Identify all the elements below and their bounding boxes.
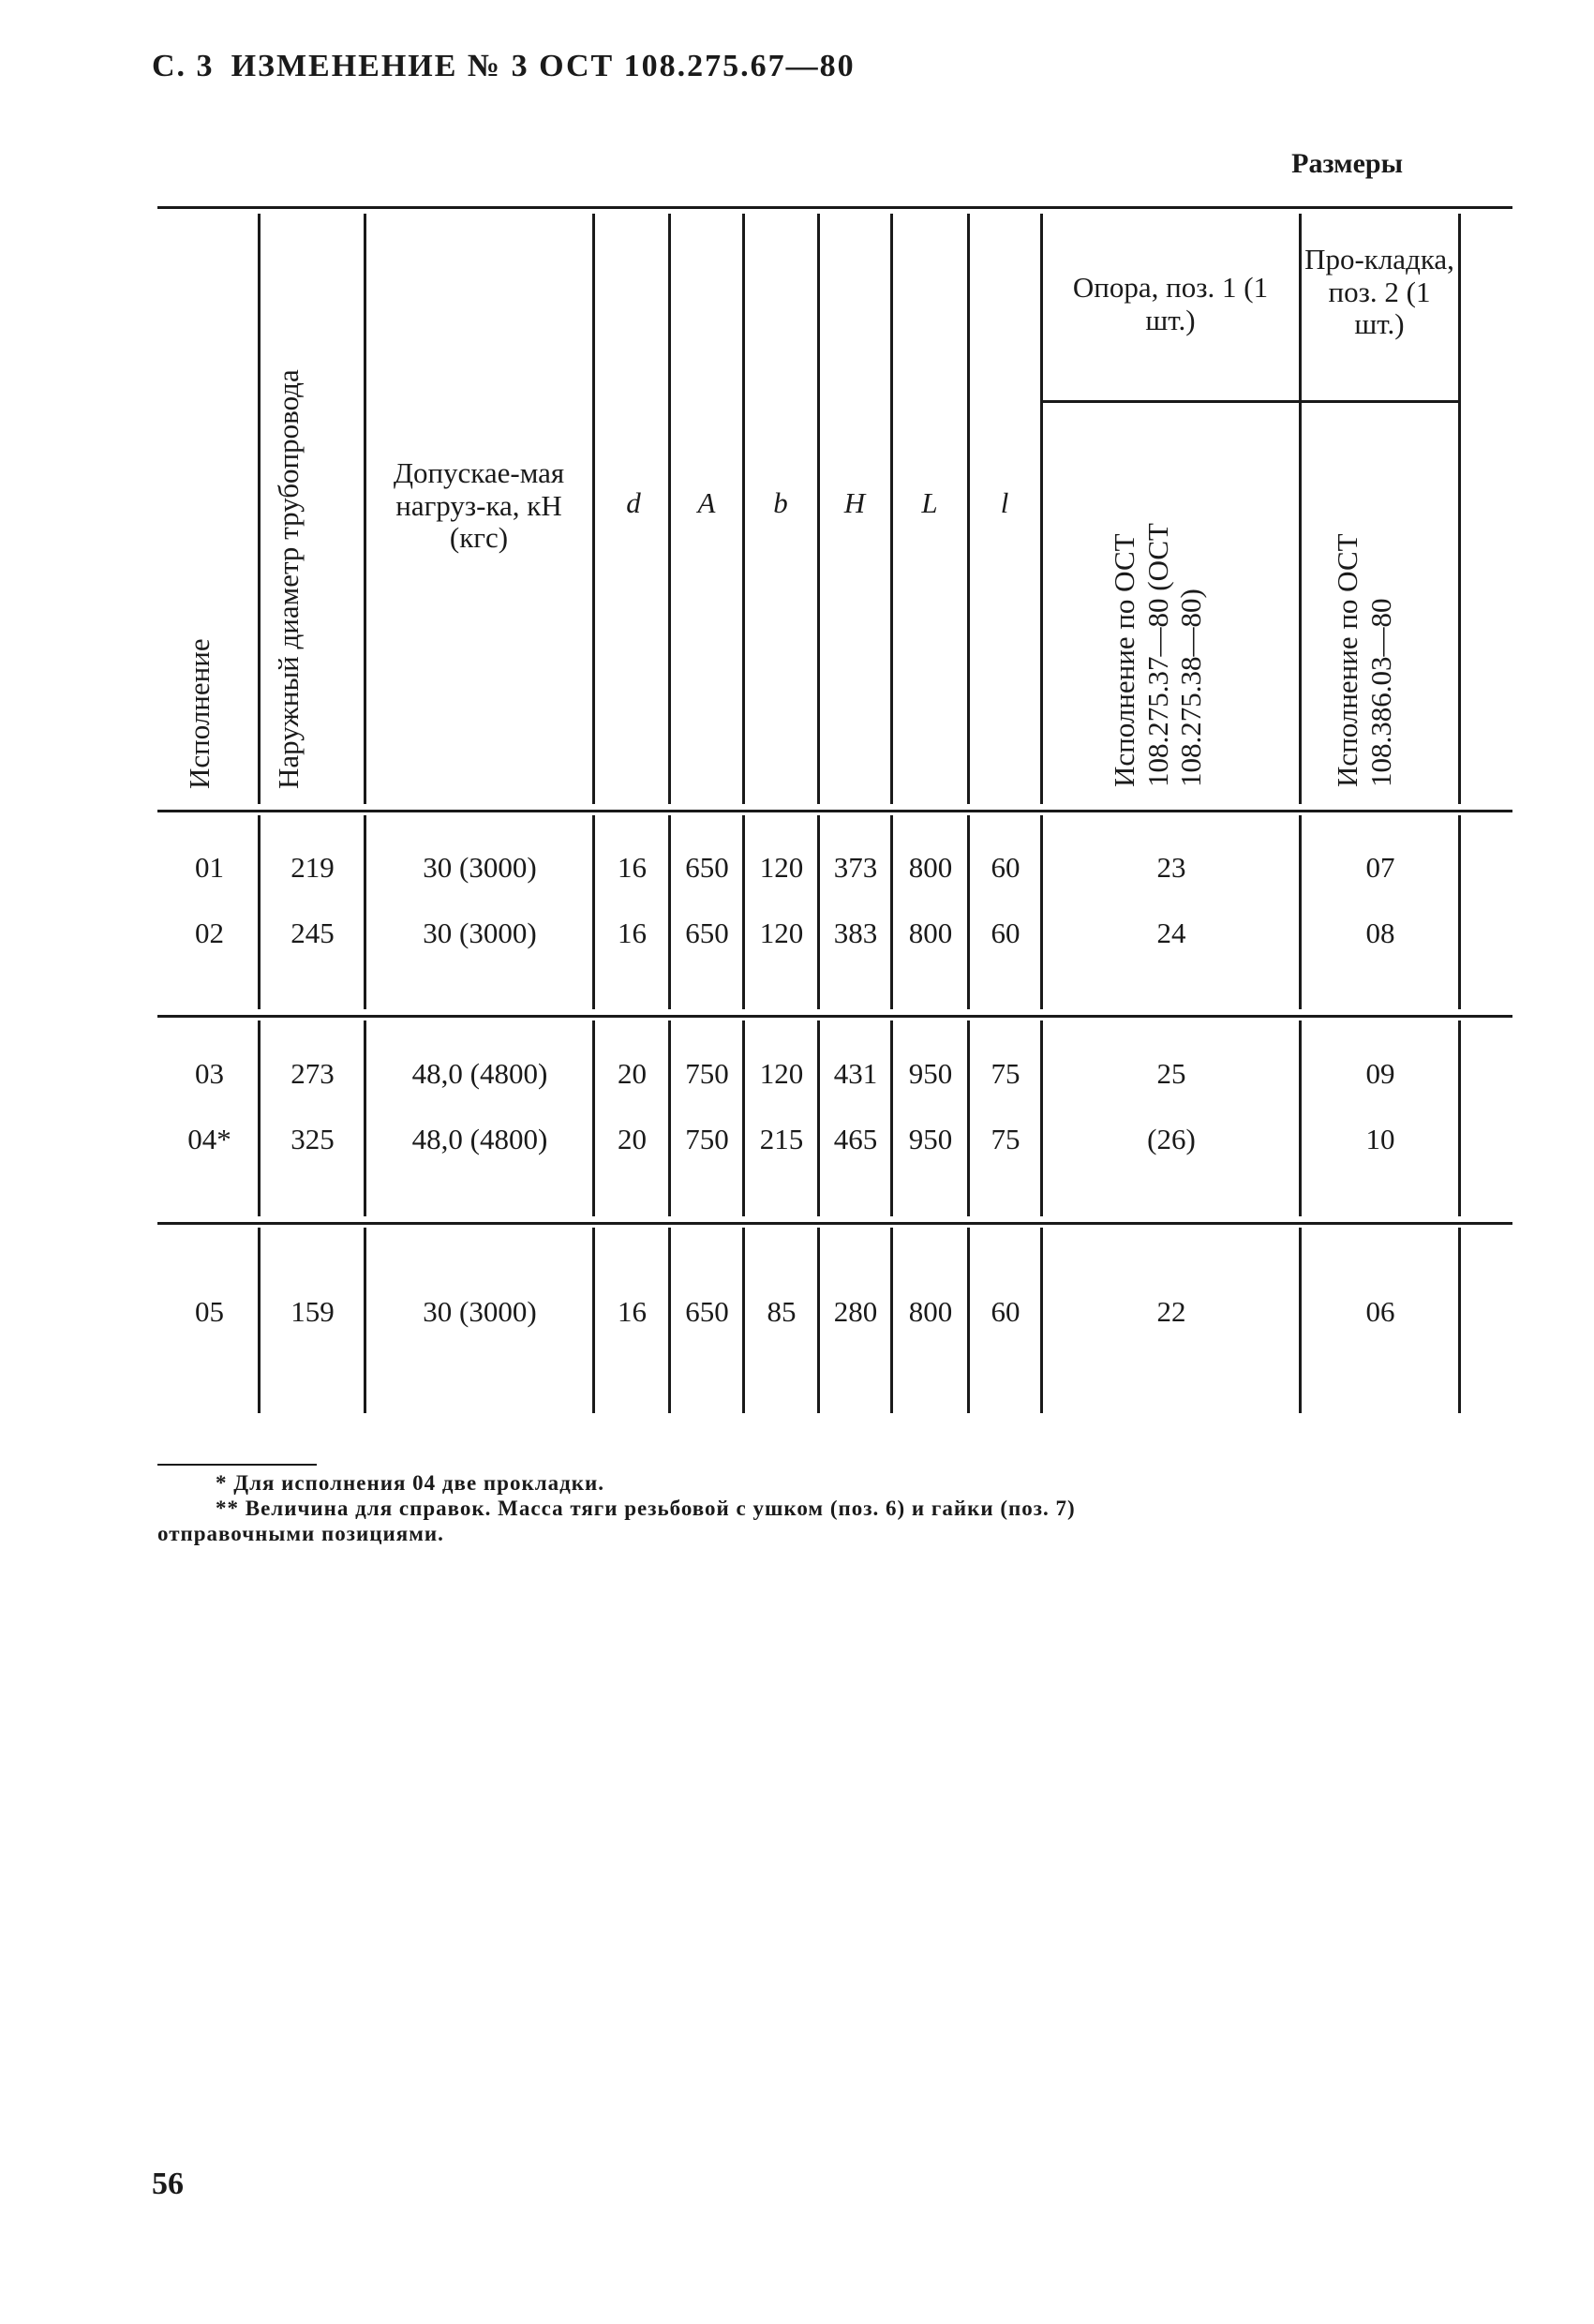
footnote-1: * Для исполнения 04 две прокладки. [216, 1471, 604, 1495]
col-divider [890, 1020, 893, 1216]
header-A: A [697, 486, 716, 519]
col-divider [817, 815, 820, 1009]
col-divider [742, 214, 745, 804]
table-cell-load: 30 (3000) [423, 851, 537, 884]
table-cell-prokladka: 10 [1365, 1123, 1395, 1155]
col-divider [742, 1228, 745, 1413]
header-ispolnenie: Исполнение [183, 638, 216, 789]
table-cell-H: 465 [833, 1123, 878, 1155]
col-divider [1040, 815, 1043, 1009]
col-divider [1458, 1228, 1461, 1413]
header-diameter: Наружный диаметр трубопровода [272, 369, 305, 789]
table-cell-load: 48,0 (4800) [411, 1057, 548, 1090]
table-cell-opora: 22 [1156, 1295, 1186, 1328]
group-rule-1 [157, 1015, 1512, 1018]
page-prefix: С. 3 [152, 49, 215, 83]
table-cell-load: 30 (3000) [423, 916, 537, 949]
col-divider [258, 214, 261, 804]
col-divider [258, 815, 261, 1009]
table-cell-dn: 159 [290, 1295, 335, 1328]
table-cell-L: 950 [908, 1123, 953, 1155]
col-divider [668, 1228, 671, 1413]
header-prokladka-sub: Исполнение по ОСТ 108.386.03—80 [1331, 533, 1397, 787]
table-cell-opora: 23 [1156, 851, 1186, 884]
col-divider [592, 1020, 595, 1216]
col-divider [1040, 1228, 1043, 1413]
table-cell-l: 75 [991, 1057, 1020, 1090]
col-divider [1458, 214, 1461, 804]
col-divider [364, 214, 366, 804]
table-cell-dn: 245 [290, 916, 335, 949]
col-divider [1458, 1020, 1461, 1216]
table-cell-H: 431 [833, 1057, 878, 1090]
table-cell-b: 215 [759, 1123, 804, 1155]
table-cell-d: 20 [618, 1123, 647, 1155]
table-cell-prokladka: 07 [1365, 851, 1395, 884]
col-divider [592, 1228, 595, 1413]
table-cell-d: 20 [618, 1057, 647, 1090]
table-cell-opora: (26) [1147, 1123, 1196, 1155]
header-H: H [843, 486, 866, 519]
col-divider [364, 1020, 366, 1216]
table-cell-isp: 01 [195, 851, 224, 884]
page-number: 56 [152, 2167, 184, 2201]
col-divider [1299, 1020, 1302, 1216]
table-cell-l: 75 [991, 1123, 1020, 1155]
group-rule-2 [157, 1222, 1512, 1225]
document-title: ИЗМЕНЕНИЕ № 3 ОСТ 108.275.67—80 [231, 49, 856, 83]
col-divider [1299, 1228, 1302, 1413]
table-cell-prokladka: 09 [1365, 1057, 1395, 1090]
col-divider [592, 815, 595, 1009]
table-cell-prokladka: 08 [1365, 916, 1395, 949]
table-cell-l: 60 [991, 851, 1020, 884]
table-cell-dn: 325 [290, 1123, 335, 1155]
table-cell-H: 373 [833, 851, 878, 884]
table-cell-b: 120 [759, 916, 804, 949]
col-divider [1299, 214, 1302, 804]
table-cell-l: 60 [991, 916, 1020, 949]
col-divider [742, 815, 745, 1009]
table-cell-l: 60 [991, 1295, 1020, 1328]
header-opora-group: Опора, поз. 1 (1 шт.) [1072, 271, 1269, 336]
col-divider [364, 815, 366, 1009]
table-cell-opora: 25 [1156, 1057, 1186, 1090]
table-cell-b: 120 [759, 1057, 804, 1090]
col-divider [364, 1228, 366, 1413]
header-l: l [1000, 486, 1009, 519]
table-cell-L: 950 [908, 1057, 953, 1090]
table-cell-b: 120 [759, 851, 804, 884]
units-label: Размеры [1291, 148, 1403, 179]
table-cell-L: 800 [908, 1295, 953, 1328]
col-divider [967, 1228, 970, 1413]
col-divider [967, 214, 970, 804]
footnote-rule [157, 1464, 317, 1466]
table-cell-A: 750 [685, 1123, 729, 1155]
table-cell-L: 800 [908, 851, 953, 884]
header-L: L [921, 486, 938, 519]
header-opora-sub: Исполнение по ОСТ 108.275.37—80 (ОСТ 108.275.38—80) [1108, 523, 1208, 787]
header-prokladka-group: Про-кладка, поз. 2 (1 шт.) [1304, 243, 1454, 341]
table-cell-isp: 04* [187, 1123, 231, 1155]
col-divider [1040, 214, 1043, 804]
table-cell-L: 800 [908, 916, 953, 949]
col-divider [817, 214, 820, 804]
col-divider [817, 1020, 820, 1216]
col-divider [890, 214, 893, 804]
table-cell-prokladka: 06 [1365, 1295, 1395, 1328]
col-divider [668, 815, 671, 1009]
table-top-rule [157, 206, 1512, 209]
table-cell-d: 16 [618, 851, 647, 884]
col-divider [258, 1020, 261, 1216]
table-cell-load: 48,0 (4800) [411, 1123, 548, 1155]
header-load: Допускае-мая нагруз-ка, кН (кгс) [393, 456, 565, 555]
table-cell-H: 383 [833, 916, 878, 949]
col-divider [967, 815, 970, 1009]
table-cell-isp: 03 [195, 1057, 224, 1090]
footnote-2: ** Величина для справок. Масса тяги резьбовой с ушком (поз. 6) и гайки (поз. 7) [216, 1497, 1076, 1520]
table-cell-dn: 273 [290, 1057, 335, 1090]
col-divider [890, 815, 893, 1009]
col-divider [1458, 815, 1461, 1009]
page-header [152, 49, 872, 84]
table-cell-isp: 05 [195, 1295, 224, 1328]
table-cell-d: 16 [618, 1295, 647, 1328]
col-divider [742, 1020, 745, 1216]
table-cell-b: 85 [767, 1295, 797, 1328]
col-divider [967, 1020, 970, 1216]
table-cell-opora: 24 [1156, 916, 1186, 949]
table-cell-load: 30 (3000) [423, 1295, 537, 1328]
header-d: d [626, 486, 641, 519]
col-divider [668, 1020, 671, 1216]
table-cell-A: 650 [685, 851, 729, 884]
footnote-3: отправочными позициями. [157, 1522, 444, 1545]
table-cell-A: 650 [685, 1295, 729, 1328]
header-bottom-rule [157, 810, 1512, 812]
table-cell-isp: 02 [195, 916, 224, 949]
table-cell-dn: 219 [290, 851, 335, 884]
table-cell-A: 650 [685, 916, 729, 949]
col-divider [817, 1228, 820, 1413]
table-cell-d: 16 [618, 916, 647, 949]
col-divider [1299, 815, 1302, 1009]
header-b: b [773, 486, 788, 519]
group-header-rule [1040, 400, 1460, 403]
col-divider [890, 1228, 893, 1413]
col-divider [592, 214, 595, 804]
table-cell-A: 750 [685, 1057, 729, 1090]
col-divider [668, 214, 671, 804]
col-divider [1040, 1020, 1043, 1216]
table-cell-H: 280 [833, 1295, 878, 1328]
col-divider [258, 1228, 261, 1413]
